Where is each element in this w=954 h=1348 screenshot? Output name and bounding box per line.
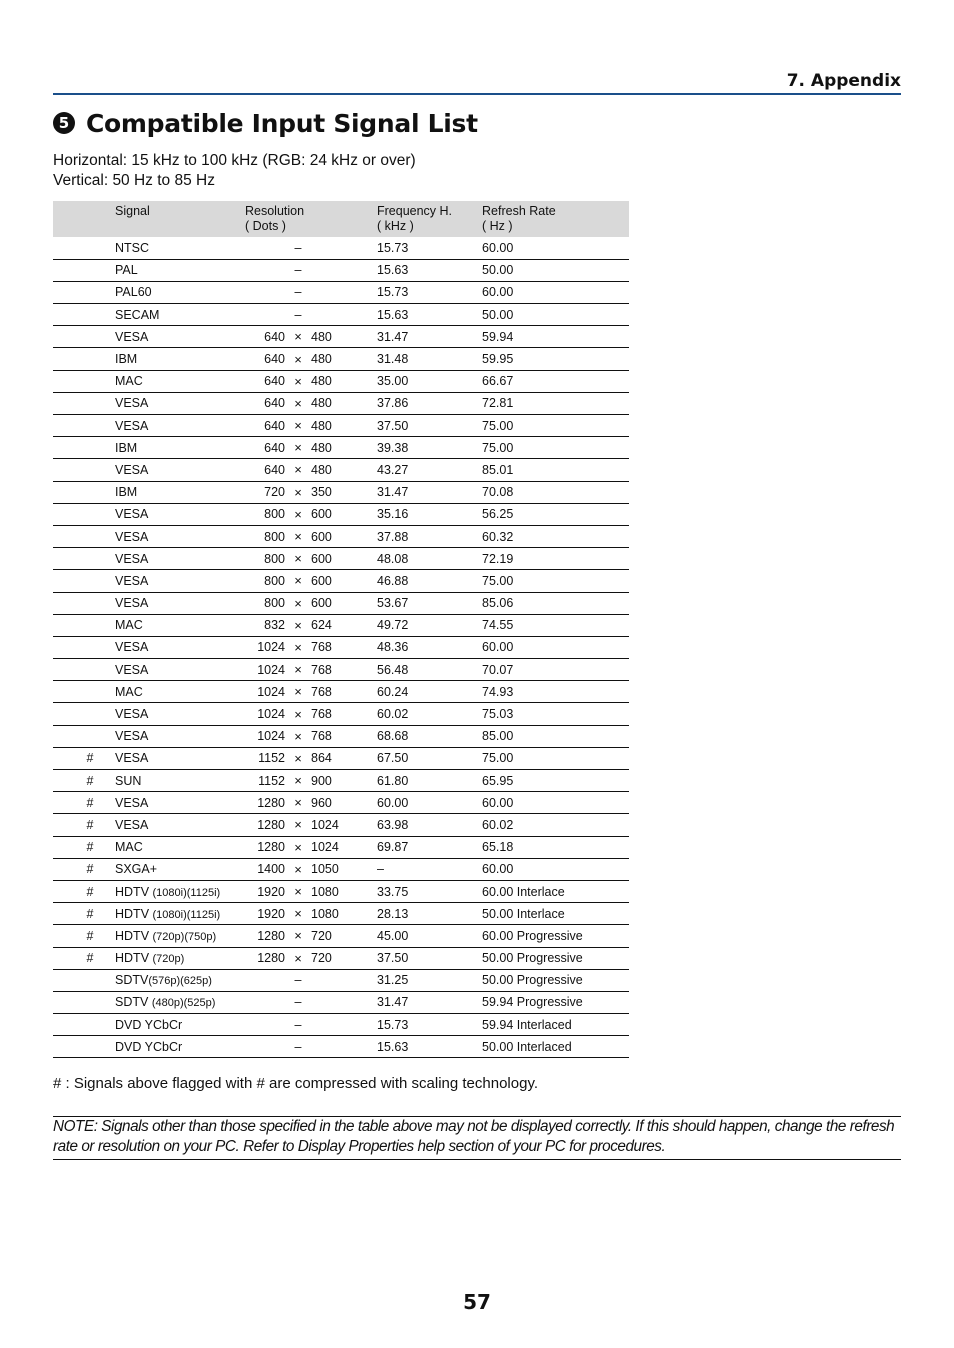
frequency-cell: 31.47 [377, 485, 409, 500]
resolution-cell: 1400 × 1050 [257, 861, 339, 877]
refresh-cell: 50.00 Progressive [482, 973, 583, 988]
resolution-cell: 1920 × 1080 [257, 906, 339, 922]
flag-cell [53, 525, 115, 547]
resolution-cell: 1280 × 720 [257, 950, 332, 966]
table-row [53, 570, 629, 592]
frequency-cell: 31.48 [377, 352, 409, 367]
note-box: NOTE: Signals other than those specified in the table above may not be displayed correctly. If this should happen, change the refresh rate or resolution on your PC. Refer to Display Properties help section of your PC for procedures. [53, 1116, 901, 1160]
resolution-cell: 640 × 480 [264, 418, 332, 434]
table-row [53, 659, 629, 681]
frequency-cell: 31.47 [377, 329, 409, 344]
flag-cell [53, 370, 115, 392]
resolution-cell: 1280 × 720 [257, 928, 332, 944]
resolution-cell: – [294, 995, 302, 1010]
flag-cell [53, 415, 115, 437]
refresh-cell: 60.00 [482, 285, 514, 300]
frequency-cell: 37.50 [377, 418, 409, 433]
resolution-cell: 800 × 600 [264, 551, 332, 567]
signal-cell: MAC [115, 374, 143, 389]
frequency-cell: 37.88 [377, 529, 409, 544]
resolution-cell: 640 × 480 [264, 462, 332, 478]
signal-cell: DVD YCbCr [115, 1039, 183, 1054]
table-row [53, 836, 629, 858]
resolution-cell: 800 × 600 [264, 529, 332, 545]
table-row [53, 503, 629, 525]
flag-cell: # [86, 906, 94, 921]
refresh-cell: 50.00 Interlaced [482, 1039, 572, 1054]
table-row [53, 880, 629, 902]
refresh-cell: 65.95 [482, 773, 514, 788]
table-row [53, 304, 629, 326]
table-row [53, 1014, 629, 1036]
refresh-cell: 65.18 [482, 840, 514, 855]
frequency-cell: 60.24 [377, 684, 409, 699]
table-row [53, 681, 629, 703]
resolution-header: Resolution ( Dots ) [245, 204, 305, 233]
signal-cell: VESA [115, 640, 149, 655]
table-row [53, 281, 629, 303]
frequency-cell: 49.72 [377, 618, 409, 633]
table-row [53, 437, 629, 459]
frequency-header: Frequency H. ( kHz ) [377, 204, 453, 233]
flag-cell: # [86, 751, 94, 766]
frequency-cell: 46.88 [377, 573, 409, 588]
table-row [53, 415, 629, 437]
frequency-cell: 15.73 [377, 285, 409, 300]
refresh-cell: 72.19 [482, 551, 514, 566]
signal-cell: PAL [115, 263, 138, 278]
table-row [53, 592, 629, 614]
signal-cell: HDTV (720p) [115, 951, 185, 966]
resolution-cell: 640 × 480 [264, 329, 332, 345]
flag-cell: # [86, 951, 94, 966]
frequency-cell: 35.16 [377, 507, 409, 522]
frequency-cell: 48.36 [377, 640, 409, 655]
resolution-cell: 1024 × 768 [257, 706, 332, 722]
flag-cell [53, 991, 115, 1013]
signal-cell: HDTV (720p)(750p) [115, 928, 217, 943]
frequency-cell: 31.25 [377, 973, 409, 988]
refresh-header: Refresh Rate ( Hz ) [482, 204, 556, 233]
table-row [53, 259, 629, 281]
table-row [53, 548, 629, 570]
signal-cell: MAC [115, 618, 143, 633]
signal-cell: VESA [115, 507, 149, 522]
table-row [53, 237, 629, 259]
refresh-cell: 59.95 [482, 352, 514, 367]
frequency-cell: 56.48 [377, 662, 409, 677]
frequency-cell: 15.63 [377, 263, 409, 278]
frequency-cell: – [377, 862, 384, 877]
table-row [53, 770, 629, 792]
refresh-cell: 85.06 [482, 596, 514, 611]
page-number: 57 [463, 1290, 491, 1314]
resolution-cell: 640 × 480 [264, 440, 332, 456]
refresh-cell: 59.94 Interlaced [482, 1017, 572, 1032]
flag-cell: # [86, 840, 94, 855]
flag-cell [53, 481, 115, 503]
signal-cell: VESA [115, 751, 149, 766]
table-row [53, 747, 629, 769]
frequency-cell: 67.50 [377, 751, 409, 766]
resolution-cell: 640 × 480 [264, 351, 332, 367]
signal-cell: VESA [115, 462, 149, 477]
frequency-cell: 68.68 [377, 729, 409, 744]
refresh-cell: 60.00 [482, 240, 514, 255]
refresh-cell: 75.00 [482, 440, 514, 455]
signal-cell: SXGA+ [115, 862, 158, 877]
flag-cell [53, 725, 115, 747]
signal-cell: DVD YCbCr [115, 1017, 183, 1032]
flag-cell [53, 348, 115, 370]
refresh-cell: 50.00 [482, 307, 514, 322]
resolution-cell: 1280 × 1024 [257, 817, 339, 833]
table-row [53, 370, 629, 392]
refresh-cell: 70.07 [482, 662, 514, 677]
signal-cell: VESA [115, 573, 149, 588]
flag-cell: # [86, 795, 94, 810]
frequency-cell: 15.63 [377, 307, 409, 322]
signal-cell: VESA [115, 329, 149, 344]
table-row [53, 636, 629, 658]
refresh-cell: 70.08 [482, 485, 514, 500]
signal-cell: SECAM [115, 307, 160, 322]
flag-cell [53, 259, 115, 281]
table-row [53, 925, 629, 947]
resolution-cell: – [294, 263, 302, 278]
refresh-cell: 60.00 [482, 640, 514, 655]
resolution-cell: – [294, 1039, 302, 1054]
intro-text [53, 151, 416, 191]
flag-cell [53, 614, 115, 636]
frequency-cell: 61.80 [377, 773, 409, 788]
flag-cell [53, 969, 115, 991]
signal-cell: PAL60 [115, 285, 152, 300]
resolution-cell: 1280 × 1024 [257, 839, 339, 855]
refresh-cell: 85.01 [482, 462, 514, 477]
refresh-cell: 50.00 [482, 263, 514, 278]
table-row [53, 392, 629, 414]
flag-cell [53, 326, 115, 348]
table-header-row [53, 201, 629, 237]
flag-cell: # [86, 817, 94, 832]
signal-cell: IBM [115, 485, 138, 500]
resolution-cell: 640 × 480 [264, 373, 332, 389]
frequency-cell: 31.47 [377, 995, 409, 1010]
flag-cell: # [86, 862, 94, 877]
frequency-cell: 28.13 [377, 906, 409, 921]
signal-cell: SUN [115, 773, 142, 788]
signal-cell: SDTV(576p)(625p) [115, 973, 212, 988]
refresh-cell: 74.93 [482, 684, 514, 699]
refresh-cell: 60.00 Interlace [482, 884, 565, 899]
resolution-cell: 1280 × 960 [257, 795, 332, 811]
refresh-cell: 75.00 [482, 751, 514, 766]
frequency-cell: 37.86 [377, 396, 409, 411]
flag-cell [53, 592, 115, 614]
refresh-cell: 50.00 Interlace [482, 906, 565, 921]
flag-cell [53, 392, 115, 414]
frequency-cell: 37.50 [377, 951, 409, 966]
flag-cell [53, 304, 115, 326]
signal-cell: MAC [115, 840, 143, 855]
resolution-cell: 1024 × 768 [257, 684, 332, 700]
flag-cell [53, 1014, 115, 1036]
flag-cell [53, 281, 115, 303]
frequency-cell: 15.73 [377, 1017, 409, 1032]
table-row [53, 969, 629, 991]
signal-cell: VESA [115, 795, 149, 810]
flag-cell: # [86, 884, 94, 899]
flag-cell [53, 636, 115, 658]
signal-cell: VESA [115, 707, 149, 722]
refresh-cell: 72.81 [482, 396, 514, 411]
signal-cell: VESA [115, 596, 149, 611]
refresh-cell: 75.00 [482, 573, 514, 588]
refresh-cell: 75.00 [482, 418, 514, 433]
resolution-cell: – [294, 1017, 302, 1032]
signal-cell: MAC [115, 684, 143, 699]
frequency-cell: 45.00 [377, 928, 409, 943]
refresh-cell: 59.94 [482, 329, 514, 344]
refresh-cell: 74.55 [482, 618, 514, 633]
resolution-cell: 800 × 600 [264, 595, 332, 611]
frequency-cell: 15.73 [377, 240, 409, 255]
refresh-cell: 85.00 [482, 729, 514, 744]
frequency-cell: 53.67 [377, 596, 409, 611]
signal-cell: VESA [115, 551, 149, 566]
flag-header [53, 201, 115, 237]
signal-cell: NTSC [115, 240, 150, 255]
signal-cell: VESA [115, 729, 149, 744]
table-row [53, 814, 629, 836]
resolution-cell: – [294, 285, 302, 300]
resolution-cell: 1024 × 768 [257, 728, 332, 744]
table-row [53, 481, 629, 503]
refresh-cell: 50.00 Progressive [482, 951, 583, 966]
refresh-cell: 75.03 [482, 707, 514, 722]
horizontal-range: Horizontal: 15 kHz to 100 kHz (RGB: 24 kHz or over) [53, 152, 416, 169]
refresh-cell: 60.00 [482, 795, 514, 810]
resolution-cell: – [294, 307, 302, 322]
table-row [53, 947, 629, 969]
frequency-cell: 69.87 [377, 840, 409, 855]
resolution-cell: 800 × 600 [264, 573, 332, 589]
resolution-cell: 832 × 624 [264, 617, 332, 633]
resolution-cell: 800 × 600 [264, 506, 332, 522]
signal-cell: VESA [115, 418, 149, 433]
signal-header: Signal [115, 204, 150, 218]
signal-cell: SDTV (480p)(525p) [115, 995, 216, 1010]
table-row [53, 903, 629, 925]
vertical-range: Vertical: 50 Hz to 85 Hz [53, 172, 215, 189]
flag-cell: # [86, 773, 94, 788]
resolution-cell: 1024 × 768 [257, 662, 332, 678]
flag-cell [53, 659, 115, 681]
table-row [53, 725, 629, 747]
signal-cell: HDTV (1080i)(1125i) [115, 906, 221, 921]
refresh-cell: 60.02 [482, 817, 514, 832]
chapter-rule [53, 93, 901, 95]
table-row [53, 326, 629, 348]
flag-cell [53, 570, 115, 592]
flag-cell [53, 237, 115, 259]
refresh-cell: 59.94 Progressive [482, 995, 583, 1010]
frequency-cell: 43.27 [377, 462, 409, 477]
table-row [53, 525, 629, 547]
flag-cell [53, 703, 115, 725]
page-title: Compatible Input Signal List [86, 108, 478, 138]
signal-cell: IBM [115, 440, 138, 455]
table-row [53, 614, 629, 636]
frequency-cell: 60.02 [377, 707, 409, 722]
flag-cell: # [86, 928, 94, 943]
resolution-cell: 720 × 350 [264, 484, 332, 500]
section-heading [53, 106, 478, 140]
frequency-cell: 15.63 [377, 1039, 409, 1054]
table-row [53, 858, 629, 880]
frequency-cell: 63.98 [377, 817, 409, 832]
signal-cell: VESA [115, 529, 149, 544]
signal-table [53, 201, 629, 1058]
section-number-badge: 5 [53, 112, 75, 134]
frequency-cell: 39.38 [377, 440, 409, 455]
resolution-cell: 640 × 480 [264, 395, 332, 411]
resolution-cell: 1152 × 900 [258, 773, 332, 789]
signal-cell: VESA [115, 396, 149, 411]
flag-cell [53, 437, 115, 459]
table-row [53, 348, 629, 370]
resolution-cell: – [294, 973, 302, 988]
flag-cell [53, 459, 115, 481]
flag-cell [53, 1036, 115, 1058]
flag-cell [53, 503, 115, 525]
refresh-cell: 60.00 [482, 862, 514, 877]
resolution-cell: 1152 × 864 [258, 750, 332, 766]
refresh-cell: 56.25 [482, 507, 514, 522]
signal-cell: IBM [115, 352, 138, 367]
refresh-cell: 60.32 [482, 529, 514, 544]
frequency-cell: 35.00 [377, 374, 409, 389]
table-row [53, 1036, 629, 1058]
table-row [53, 991, 629, 1013]
frequency-cell: 48.08 [377, 551, 409, 566]
table-row [53, 792, 629, 814]
flag-cell [53, 548, 115, 570]
resolution-cell: 1920 × 1080 [257, 884, 339, 900]
signal-cell: VESA [115, 817, 149, 832]
resolution-cell: – [294, 240, 302, 255]
resolution-cell: 1024 × 768 [257, 639, 332, 655]
frequency-cell: 33.75 [377, 884, 409, 899]
signal-cell: VESA [115, 662, 149, 677]
table-row [53, 459, 629, 481]
refresh-cell: 60.00 Progressive [482, 928, 583, 943]
refresh-cell: 66.67 [482, 374, 514, 389]
footnote: # : Signals above flagged with # are compressed with scaling technology. [53, 1075, 539, 1092]
frequency-cell: 60.00 [377, 795, 409, 810]
signal-cell: HDTV (1080i)(1125i) [115, 884, 221, 899]
table-row [53, 703, 629, 725]
chapter-header: 7. Appendix [786, 71, 901, 91]
flag-cell [53, 681, 115, 703]
